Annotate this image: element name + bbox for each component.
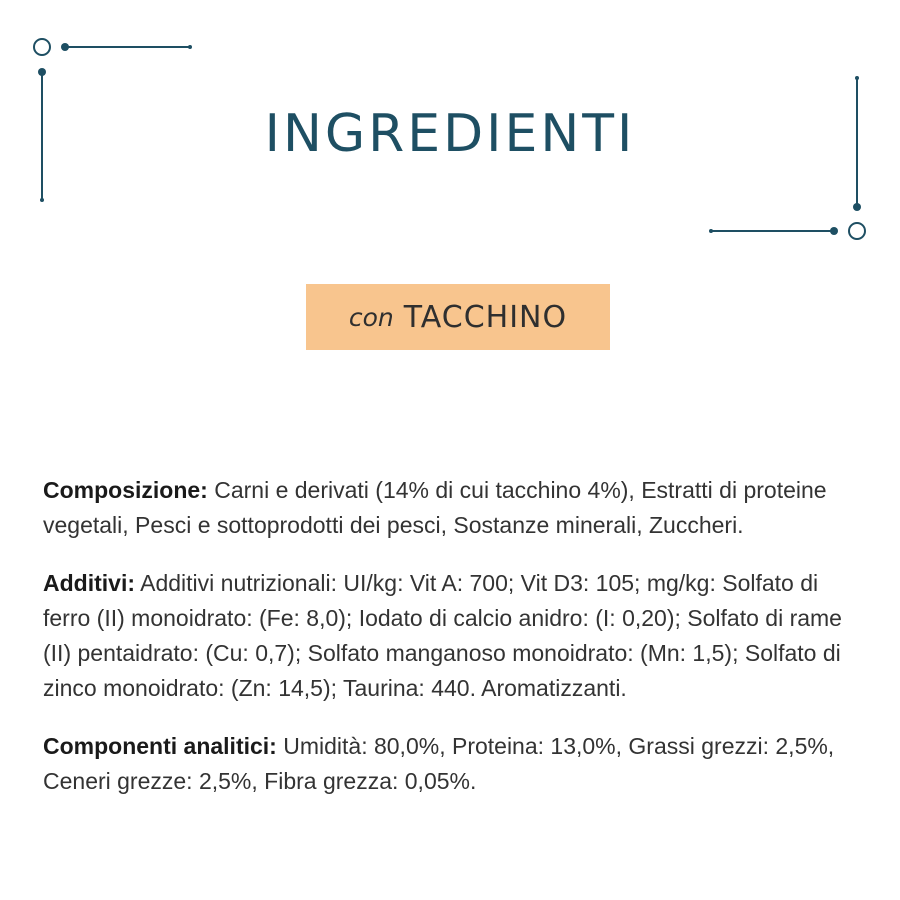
ornament-dot	[830, 227, 838, 235]
ornament-dot	[38, 68, 46, 76]
ornament-ring	[34, 39, 50, 55]
ornament-dot	[61, 43, 69, 51]
ingredients-content	[43, 473, 863, 822]
additives-section	[43, 566, 863, 706]
ornament-dot	[188, 45, 192, 49]
section-text: Additivi nutrizionali: UI/kg: Vit A: 700; Vit D3: 105; mg/kg: Solfato di ferro (II) monoidrato: (Fe: 8,0); Iodato di calcio anidro: (I: 0,20); Solfato di rame (II) pentaidrato: (Cu: 0,7); Solfato manganoso monoidrato: (Mn: 1,5); Solfato di zinco monoidrato: (Zn: 14,5); Taurina: 440. Aromatizzanti.	[43, 570, 842, 701]
section-text: Carni e derivati (14% di cui tacchino 4%), Estratti di proteine vegetali, Pesci e sottoprodotti dei pesci, Sostanze minerali, Zuccheri.	[43, 477, 827, 538]
ornament-dot	[40, 198, 44, 202]
section-text: Umidità: 80,0%, Proteina: 13,0%, Grassi grezzi: 2,5%, Ceneri grezze: 2,5%, Fibra grezza: 0,05%.	[43, 733, 835, 794]
ornament-dot	[855, 76, 859, 80]
ornament-dot	[853, 203, 861, 211]
variant-name: TACCHINO	[403, 299, 568, 335]
ornament-dot	[709, 229, 713, 233]
ornament-ring	[849, 223, 865, 239]
section-label: Additivi:	[43, 570, 135, 596]
section-label: Composizione:	[43, 477, 208, 503]
variant-prefix: con	[348, 302, 394, 332]
analytical-components-section	[43, 729, 863, 799]
section-label: Componenti analitici:	[43, 733, 277, 759]
composition-section	[43, 473, 863, 543]
variant-badge	[306, 284, 610, 350]
page-title: INGREDIENTI	[264, 104, 636, 164]
